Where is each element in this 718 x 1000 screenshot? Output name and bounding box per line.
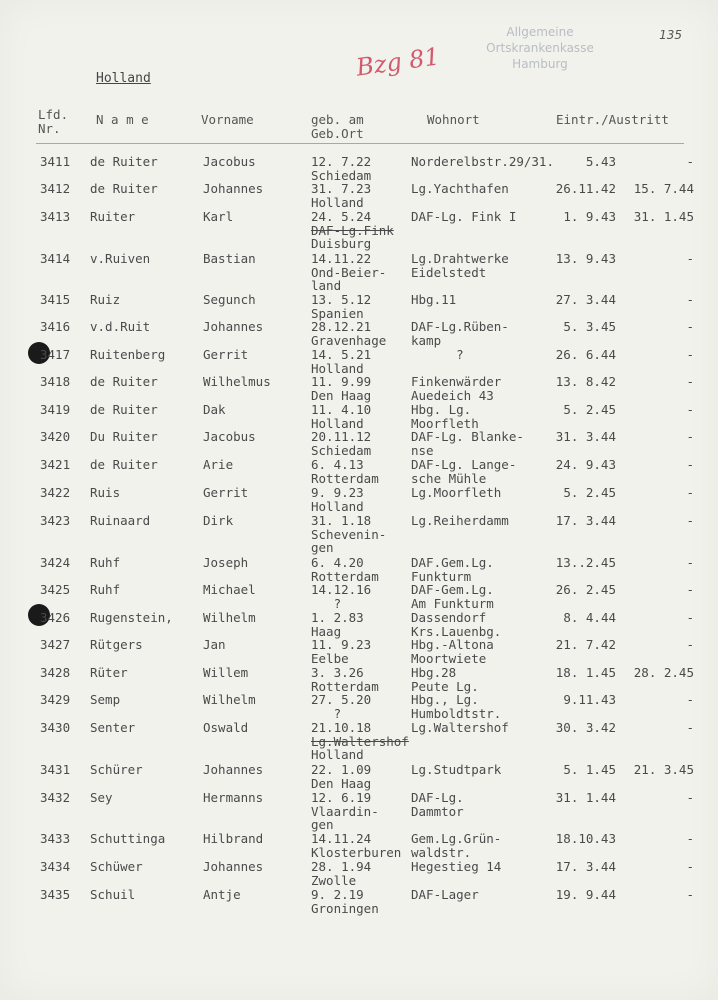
row-number: 3435 — [40, 887, 71, 902]
birth-info-line: Den Haag — [311, 387, 372, 403]
entry-date: 17. 3.44 — [555, 513, 616, 528]
residence-line: Funkturm — [411, 568, 472, 584]
birth-info-line: Groningen — [311, 900, 379, 916]
exit-date: 31. 1.45 — [633, 209, 694, 224]
given-name: Wilhelmus — [203, 374, 271, 389]
exit-date: - — [686, 859, 694, 874]
residence — [411, 791, 464, 818]
surname: Ruinaard — [90, 513, 151, 528]
birth-info — [311, 583, 371, 610]
residence-line: Norderelbstr.29/31. — [411, 154, 554, 169]
birth-info-line: 1. 2.83 — [311, 610, 364, 625]
birth-info-line: Schiedam — [311, 167, 372, 183]
row-number: 3425 — [40, 582, 71, 597]
given-name: Jan — [203, 637, 226, 652]
stamp-line: Hamburg — [512, 57, 568, 71]
birth-info-line: 31. 7.23 — [311, 181, 372, 196]
residence — [411, 666, 479, 693]
residence — [411, 693, 501, 720]
entry-date: 5. 1.45 — [563, 762, 616, 777]
given-name: Wilhelm — [203, 610, 256, 625]
birth-info-line: gen — [311, 817, 334, 832]
birth-info-line: 14. 5.21 — [311, 347, 372, 362]
entry-date: 5. 2.45 — [563, 485, 616, 500]
residence-line: Lg.Reiherdamm — [411, 513, 509, 528]
birth-info-line: Holland — [311, 747, 364, 762]
residence-line: Eidelstedt — [411, 264, 487, 280]
surname: de Ruiter — [90, 402, 158, 417]
surname: de Ruiter — [90, 374, 158, 389]
column-header-line: geb. am — [311, 112, 364, 127]
residence-line: Hbg. Lg. — [411, 402, 472, 417]
given-name: Johannes — [203, 859, 264, 874]
birth-info-line: 12. 7.22 — [311, 154, 372, 169]
birth-info-line: Holland — [311, 498, 364, 514]
residence-line: Krs.Lauenbg. — [411, 623, 502, 639]
row-number: 3417 — [40, 347, 71, 362]
column-header-name: N a m e — [96, 112, 149, 127]
row-number: 3429 — [40, 692, 71, 707]
residence-line: Hbg.11 — [411, 292, 457, 307]
residence — [411, 888, 479, 902]
residence-line: Hbg.-Altona — [411, 637, 494, 652]
surname: de Ruiter — [90, 154, 158, 169]
birth-info — [311, 556, 379, 583]
birth-info-line: Zwolle — [311, 872, 357, 888]
entry-date: 26.11.42 — [555, 181, 616, 196]
birth-info — [311, 888, 379, 915]
page-heading: Holland — [96, 71, 151, 86]
exit-date: - — [686, 319, 694, 334]
row-number: 3421 — [40, 457, 71, 472]
row-number: 3420 — [40, 429, 71, 444]
exit-date: - — [686, 555, 694, 570]
entry-date: 24. 9.43 — [555, 457, 616, 472]
exit-date: - — [686, 347, 694, 362]
exit-date: - — [686, 154, 694, 169]
residence — [411, 638, 494, 665]
birth-info — [311, 375, 371, 402]
birth-info — [311, 666, 379, 693]
surname: de Ruiter — [90, 181, 158, 196]
birth-info — [311, 252, 386, 293]
entry-date: 19. 9.44 — [555, 887, 616, 902]
residence — [411, 348, 464, 362]
residence-line: Hbg.28 — [411, 665, 457, 680]
residence — [411, 556, 494, 583]
birth-info — [311, 320, 386, 347]
exit-date: 28. 2.45 — [633, 665, 694, 680]
residence — [411, 514, 509, 528]
residence-line: DAF-Lager — [411, 887, 479, 902]
given-name: Johannes — [203, 319, 264, 334]
insurance-stamp — [470, 24, 610, 72]
given-name: Johannes — [203, 181, 264, 196]
exit-date: - — [686, 610, 694, 625]
column-header-nr — [38, 108, 68, 136]
birth-info — [311, 693, 371, 720]
residence-line: Lg.Drahtwerke — [411, 251, 509, 266]
given-name: Joseph — [203, 555, 249, 570]
entry-date: 5.43 — [585, 154, 616, 169]
birth-info-line: 20.11.12 — [311, 429, 372, 444]
row-number: 3415 — [40, 292, 71, 307]
row-number: 3428 — [40, 665, 71, 680]
surname: Rugenstein, — [90, 610, 173, 625]
birth-info — [311, 791, 379, 832]
birth-info — [311, 403, 371, 430]
row-number: 3422 — [40, 485, 71, 500]
residence — [411, 721, 509, 735]
surname: v.d.Ruit — [90, 319, 151, 334]
birth-info — [311, 638, 371, 665]
birth-info-line: Rotterdam — [311, 568, 379, 584]
residence — [411, 458, 516, 485]
residence-line: Moorfleth — [411, 415, 479, 431]
entry-date: 1. 9.43 — [563, 209, 616, 224]
residence-line: ? — [411, 347, 464, 362]
given-name: Oswald — [203, 720, 249, 735]
entry-date: 26. 2.45 — [555, 582, 616, 597]
row-number: 3418 — [40, 374, 71, 389]
surname: Semp — [90, 692, 121, 707]
birth-info-line: 28.12.21 — [311, 319, 372, 334]
birth-info-line: 24. 5.24 — [311, 209, 372, 224]
birth-info-line: Eelbe — [311, 650, 349, 666]
birth-info-line: 11. 9.23 — [311, 637, 372, 652]
residence — [411, 583, 494, 610]
entry-date: 13. 8.42 — [555, 374, 616, 389]
column-header-geb — [311, 113, 364, 141]
residence-line: Lg.Waltershof — [411, 720, 509, 735]
entry-date: 9.11.43 — [563, 692, 616, 707]
entry-date: 13..2.45 — [555, 555, 616, 570]
exit-date: - — [686, 402, 694, 417]
residence-line: Humboldtstr. — [411, 705, 502, 721]
folio-number: 135 — [659, 28, 682, 42]
column-header-eintritt: Eintr./Austritt — [556, 112, 669, 127]
exit-date: 21. 3.45 — [633, 762, 694, 777]
residence — [411, 611, 501, 638]
given-name: Wilhelm — [203, 692, 256, 707]
entry-date: 27. 3.44 — [555, 292, 616, 307]
birth-info-line: Duisburg — [311, 236, 372, 251]
row-number: 3419 — [40, 402, 71, 417]
birth-info-line: 14.11.24 — [311, 831, 372, 846]
birth-info-line: ? — [311, 595, 342, 611]
birth-info — [311, 182, 371, 209]
birth-info-line: 31. 1.18 — [311, 513, 372, 528]
entry-date: 13. 9.43 — [555, 251, 616, 266]
residence-line: kamp — [411, 332, 442, 348]
residence — [411, 293, 456, 307]
given-name: Antje — [203, 887, 241, 902]
birth-info — [311, 293, 371, 320]
entry-date: 5. 3.45 — [563, 319, 616, 334]
row-number: 3427 — [40, 637, 71, 652]
column-header-vorname: Vorname — [201, 112, 254, 127]
birth-info-line: ? — [311, 705, 342, 721]
birth-info — [311, 430, 371, 457]
given-name: Segunch — [203, 292, 256, 307]
birth-info — [311, 458, 379, 485]
birth-info — [311, 210, 394, 251]
birth-info-line: Schevenin- — [311, 526, 387, 542]
birth-info-line: Haag — [311, 623, 342, 639]
residence-line: DAF-Lg. Lange- — [411, 457, 517, 472]
column-header-line: Lfd. — [38, 107, 69, 122]
surname: Du Ruiter — [90, 429, 158, 444]
surname: Schüwer — [90, 859, 143, 874]
surname: Senter — [90, 720, 136, 735]
residence-line: Lg.Studtpark — [411, 762, 502, 777]
residence — [411, 832, 501, 859]
birth-info-line: 22. 1.09 — [311, 762, 372, 777]
column-header-line: Geb.Ort — [311, 126, 364, 141]
row-number: 3416 — [40, 319, 71, 334]
birth-info-line: 27. 5.20 — [311, 692, 372, 707]
exit-date: - — [686, 457, 694, 472]
residence-line: DAF-Gem.Lg. — [411, 582, 494, 597]
birth-info — [311, 763, 371, 790]
residence-line: Gem.Lg.Grün- — [411, 831, 502, 846]
row-number: 3433 — [40, 831, 71, 846]
surname: Sey — [90, 790, 113, 805]
residence-line: DAF-Lg. Fink I — [411, 209, 517, 224]
residence — [411, 860, 501, 874]
given-name: Hilbrand — [203, 831, 264, 846]
entry-date: 26. 6.44 — [555, 347, 616, 362]
surname: Ruiter — [90, 209, 136, 224]
birth-info-line: 6. 4.20 — [311, 555, 364, 570]
birth-info-line: land — [311, 278, 342, 293]
given-name: Arie — [203, 457, 234, 472]
birth-info-line: Gravenhage — [311, 332, 387, 348]
given-name: Bastian — [203, 251, 256, 266]
row-number: 3431 — [40, 762, 71, 777]
birth-info-line: Lg.Waltershof — [311, 733, 409, 749]
birth-info-line: Rotterdam — [311, 470, 379, 486]
exit-date: - — [686, 429, 694, 444]
birth-info-line: 21.10.18 — [311, 720, 372, 735]
entry-date: 21. 7.42 — [555, 637, 616, 652]
entry-date: 31. 1.44 — [555, 790, 616, 805]
row-number: 3434 — [40, 859, 71, 874]
birth-info-line: Klosterburen — [311, 844, 402, 860]
residence-line: Lg.Moorfleth — [411, 485, 502, 500]
residence — [411, 430, 524, 457]
row-number: 3413 — [40, 209, 71, 224]
column-header-line: Nr. — [38, 121, 61, 136]
given-name: Dak — [203, 402, 226, 417]
surname: Schuil — [90, 887, 136, 902]
residence-line: DAF-Lg.Rüben- — [411, 319, 509, 334]
birth-info-line: Spanien — [311, 305, 364, 321]
given-name: Michael — [203, 582, 256, 597]
birth-info-line: gen — [311, 540, 334, 555]
exit-date: - — [686, 831, 694, 846]
surname: Ruhf — [90, 555, 121, 570]
given-name: Dirk — [203, 513, 234, 528]
exit-date: - — [686, 637, 694, 652]
exit-date: - — [686, 292, 694, 307]
residence-line: Moortwiete — [411, 650, 487, 666]
birth-info-line: 14.11.22 — [311, 251, 372, 266]
surname: v.Ruiven — [90, 251, 151, 266]
surname: Ruhf — [90, 582, 121, 597]
birth-info-line: Vlaardin- — [311, 803, 379, 819]
entry-date: 8. 4.44 — [563, 610, 616, 625]
handwritten-signature: Bzg 81 — [354, 42, 442, 82]
birth-info-line: Rotterdam — [311, 678, 379, 694]
row-number: 3424 — [40, 555, 71, 570]
row-number: 3411 — [40, 154, 71, 169]
exit-date: - — [686, 692, 694, 707]
residence-line: Am Funkturm — [411, 595, 494, 611]
residence-line: Hegestieg 14 — [411, 859, 502, 874]
given-name: Hermanns — [203, 790, 264, 805]
entry-date: 18.10.43 — [555, 831, 616, 846]
given-name: Gerrit — [203, 347, 249, 362]
birth-info-line: 11. 9.99 — [311, 374, 372, 389]
birth-info-line: DAF-Lg.Fink — [311, 222, 394, 238]
surname: Ruis — [90, 485, 121, 500]
column-header-wohnort: Wohnort — [427, 112, 480, 127]
entry-date: 17. 3.44 — [555, 859, 616, 874]
exit-date: - — [686, 485, 694, 500]
birth-info-line: 9. 9.23 — [311, 485, 364, 500]
residence — [411, 763, 501, 777]
birth-info-line: 9. 2.19 — [311, 887, 364, 902]
birth-info — [311, 611, 364, 638]
birth-info-line: 12. 6.19 — [311, 790, 372, 805]
birth-info-line: Schiedam — [311, 442, 372, 458]
entry-date: 5. 2.45 — [563, 402, 616, 417]
surname: Rüter — [90, 665, 128, 680]
residence-line: Finkenwärder — [411, 374, 502, 389]
birth-info — [311, 721, 409, 762]
row-number: 3426 — [40, 610, 71, 625]
row-number: 3414 — [40, 251, 71, 266]
birth-info-line: Ond-Beier- — [311, 264, 387, 280]
residence — [411, 210, 516, 224]
exit-date: - — [686, 887, 694, 902]
residence-line: Lg.Yachthafen — [411, 181, 509, 196]
given-name: Johannes — [203, 762, 264, 777]
surname: Ruitenberg — [90, 347, 166, 362]
residence-line: DAF-Lg. Blanke- — [411, 429, 524, 444]
residence-line: DAF.Gem.Lg. — [411, 555, 494, 570]
entry-date: 30. 3.42 — [555, 720, 616, 735]
exit-date: - — [686, 251, 694, 266]
residence — [411, 486, 501, 500]
row-number: 3430 — [40, 720, 71, 735]
given-name: Jacobus — [203, 154, 256, 169]
entry-date: 18. 1.45 — [555, 665, 616, 680]
given-name: Willem — [203, 665, 249, 680]
residence — [411, 182, 509, 196]
residence — [411, 403, 479, 430]
birth-info — [311, 860, 371, 887]
birth-info-line: Holland — [311, 415, 364, 431]
residence-line: DAF-Lg. — [411, 790, 464, 805]
given-name: Jacobus — [203, 429, 256, 444]
residence-line: Dammtor — [411, 803, 464, 819]
surname: Ruiz — [90, 292, 121, 307]
exit-date: - — [686, 790, 694, 805]
entry-date: 31. 3.44 — [555, 429, 616, 444]
birth-info-line: 3. 3.26 — [311, 665, 364, 680]
stamp-line: Allgemeine Ortskrankenkasse — [486, 25, 594, 55]
birth-info-line: 13. 5.12 — [311, 292, 372, 307]
birth-info — [311, 348, 371, 375]
given-name: Gerrit — [203, 485, 249, 500]
residence — [411, 155, 554, 169]
residence-line: waldstr. — [411, 844, 472, 860]
surname: de Ruiter — [90, 457, 158, 472]
residence-line: sche Mühle — [411, 470, 487, 486]
surname: Rütgers — [90, 637, 143, 652]
residence-line: Peute Lg. — [411, 678, 479, 694]
birth-info — [311, 832, 401, 859]
exit-date: 15. 7.44 — [633, 181, 694, 196]
residence-line: nse — [411, 442, 434, 458]
birth-info-line: Holland — [311, 194, 364, 210]
exit-date: - — [686, 374, 694, 389]
birth-info-line: Holland — [311, 360, 364, 376]
birth-info-line: Den Haag — [311, 775, 372, 791]
residence — [411, 320, 509, 347]
birth-info — [311, 486, 364, 513]
row-number: 3423 — [40, 513, 71, 528]
exit-date: - — [686, 582, 694, 597]
residence-line: Dassendorf — [411, 610, 487, 625]
birth-info-line: 28. 1.94 — [311, 859, 372, 874]
residence — [411, 252, 509, 279]
birth-info — [311, 155, 371, 182]
birth-info — [311, 514, 386, 555]
residence-line: Auedeich 43 — [411, 387, 494, 403]
birth-info-line: 6. 4.13 — [311, 457, 364, 472]
header-rule — [36, 143, 684, 144]
residence-line: Hbg., Lg. — [411, 692, 479, 707]
exit-date: - — [686, 513, 694, 528]
exit-date: - — [686, 720, 694, 735]
row-number: 3412 — [40, 181, 71, 196]
birth-info-line: 11. 4.10 — [311, 402, 372, 417]
birth-info-line: 14.12.16 — [311, 582, 372, 597]
residence — [411, 375, 501, 402]
surname: Schuttinga — [90, 831, 166, 846]
given-name: Karl — [203, 209, 234, 224]
surname: Schürer — [90, 762, 143, 777]
row-number: 3432 — [40, 790, 71, 805]
